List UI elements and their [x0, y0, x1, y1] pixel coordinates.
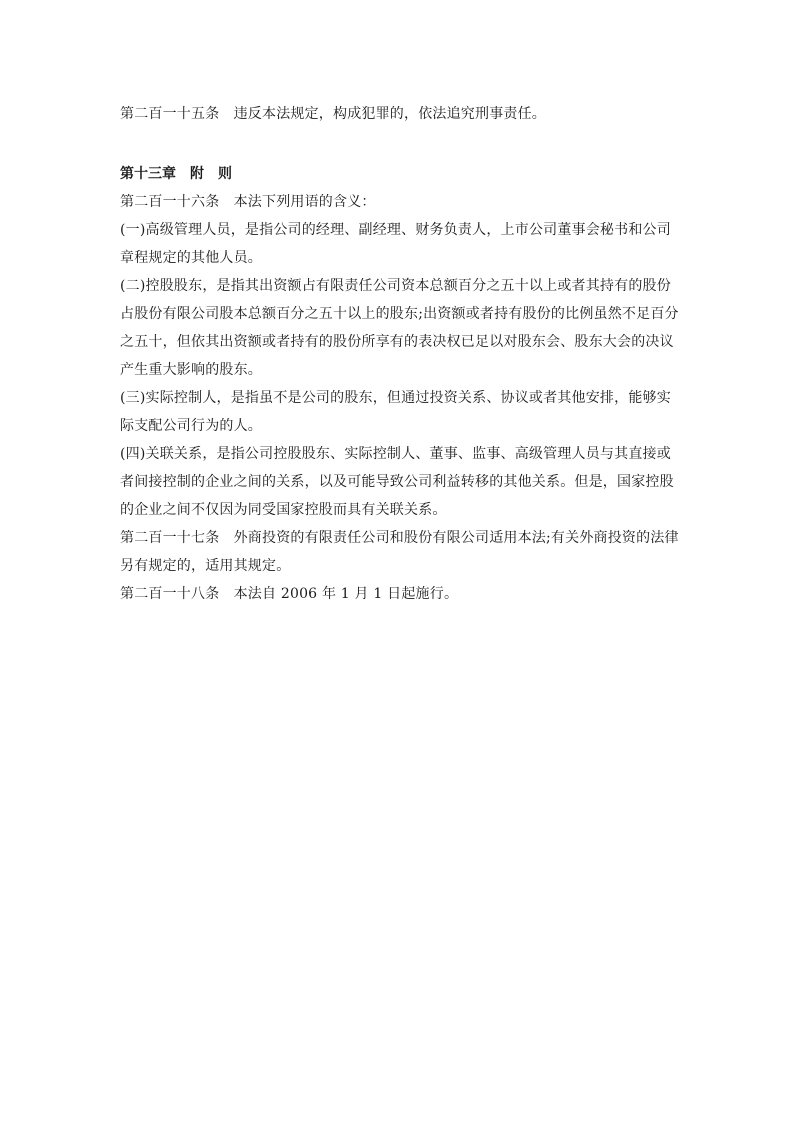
article-text: 本法自 2006 年 1 月 1 日起施行。 [233, 586, 459, 602]
definition-item-3: (三)实际控制人，是指虽不是公司的股东，但通过投资关系、协议或者其他安排，能够实际支配公司行为的人。 [120, 390, 671, 434]
article-217 [120, 524, 680, 580]
article-number: 第二百一十八条 [120, 586, 220, 602]
definition-item-2: (二)控股股东，是指其出资额占有限责任公司资本总额百分之五十以上或者其持有的股份占股份有限公司股本总额百分之五十以上的股东;出资额或者持有股份的比例虽然不足百分之五十，但依其出资额或者持有的股份所享有的表决权已足以对股东会、股东大会的决议产生重大影响的股东。 [120, 278, 679, 378]
article-text: 本法下列用语的含义： [233, 194, 376, 210]
spacer [120, 128, 680, 160]
definition-item-4: (四)关联关系，是指公司控股股东、实际控制人、董事、监事、高级管理人员与其直接或者间接控制的企业之间的关系，以及可能导致公司利益转移的其他关系。但是，国家控股的企业之间不仅因为同受国家控股而具有关联关系。 [120, 446, 674, 518]
article-number: 第二百一十七条 [120, 530, 220, 546]
document-page [120, 100, 680, 608]
chapter-title: 第十三章 附 则 [120, 166, 232, 182]
article-text: 违反本法规定，构成犯罪的，依法追究刑事责任。 [233, 106, 547, 122]
article-number: 第二百一十五条 [120, 106, 220, 122]
article-215 [120, 100, 680, 128]
article-218 [120, 580, 680, 608]
definition-item-1: (一)高级管理人员，是指公司的经理、副经理、财务负责人，上市公司董事会秘书和公司章程规定的其他人员。 [120, 222, 671, 266]
article-text: 外商投资的有限责任公司和股份有限公司适用本法;有关外商投资的法律另有规定的，适用其规定。 [120, 530, 679, 574]
article-216 [120, 188, 680, 216]
article-number: 第二百一十六条 [120, 194, 220, 210]
